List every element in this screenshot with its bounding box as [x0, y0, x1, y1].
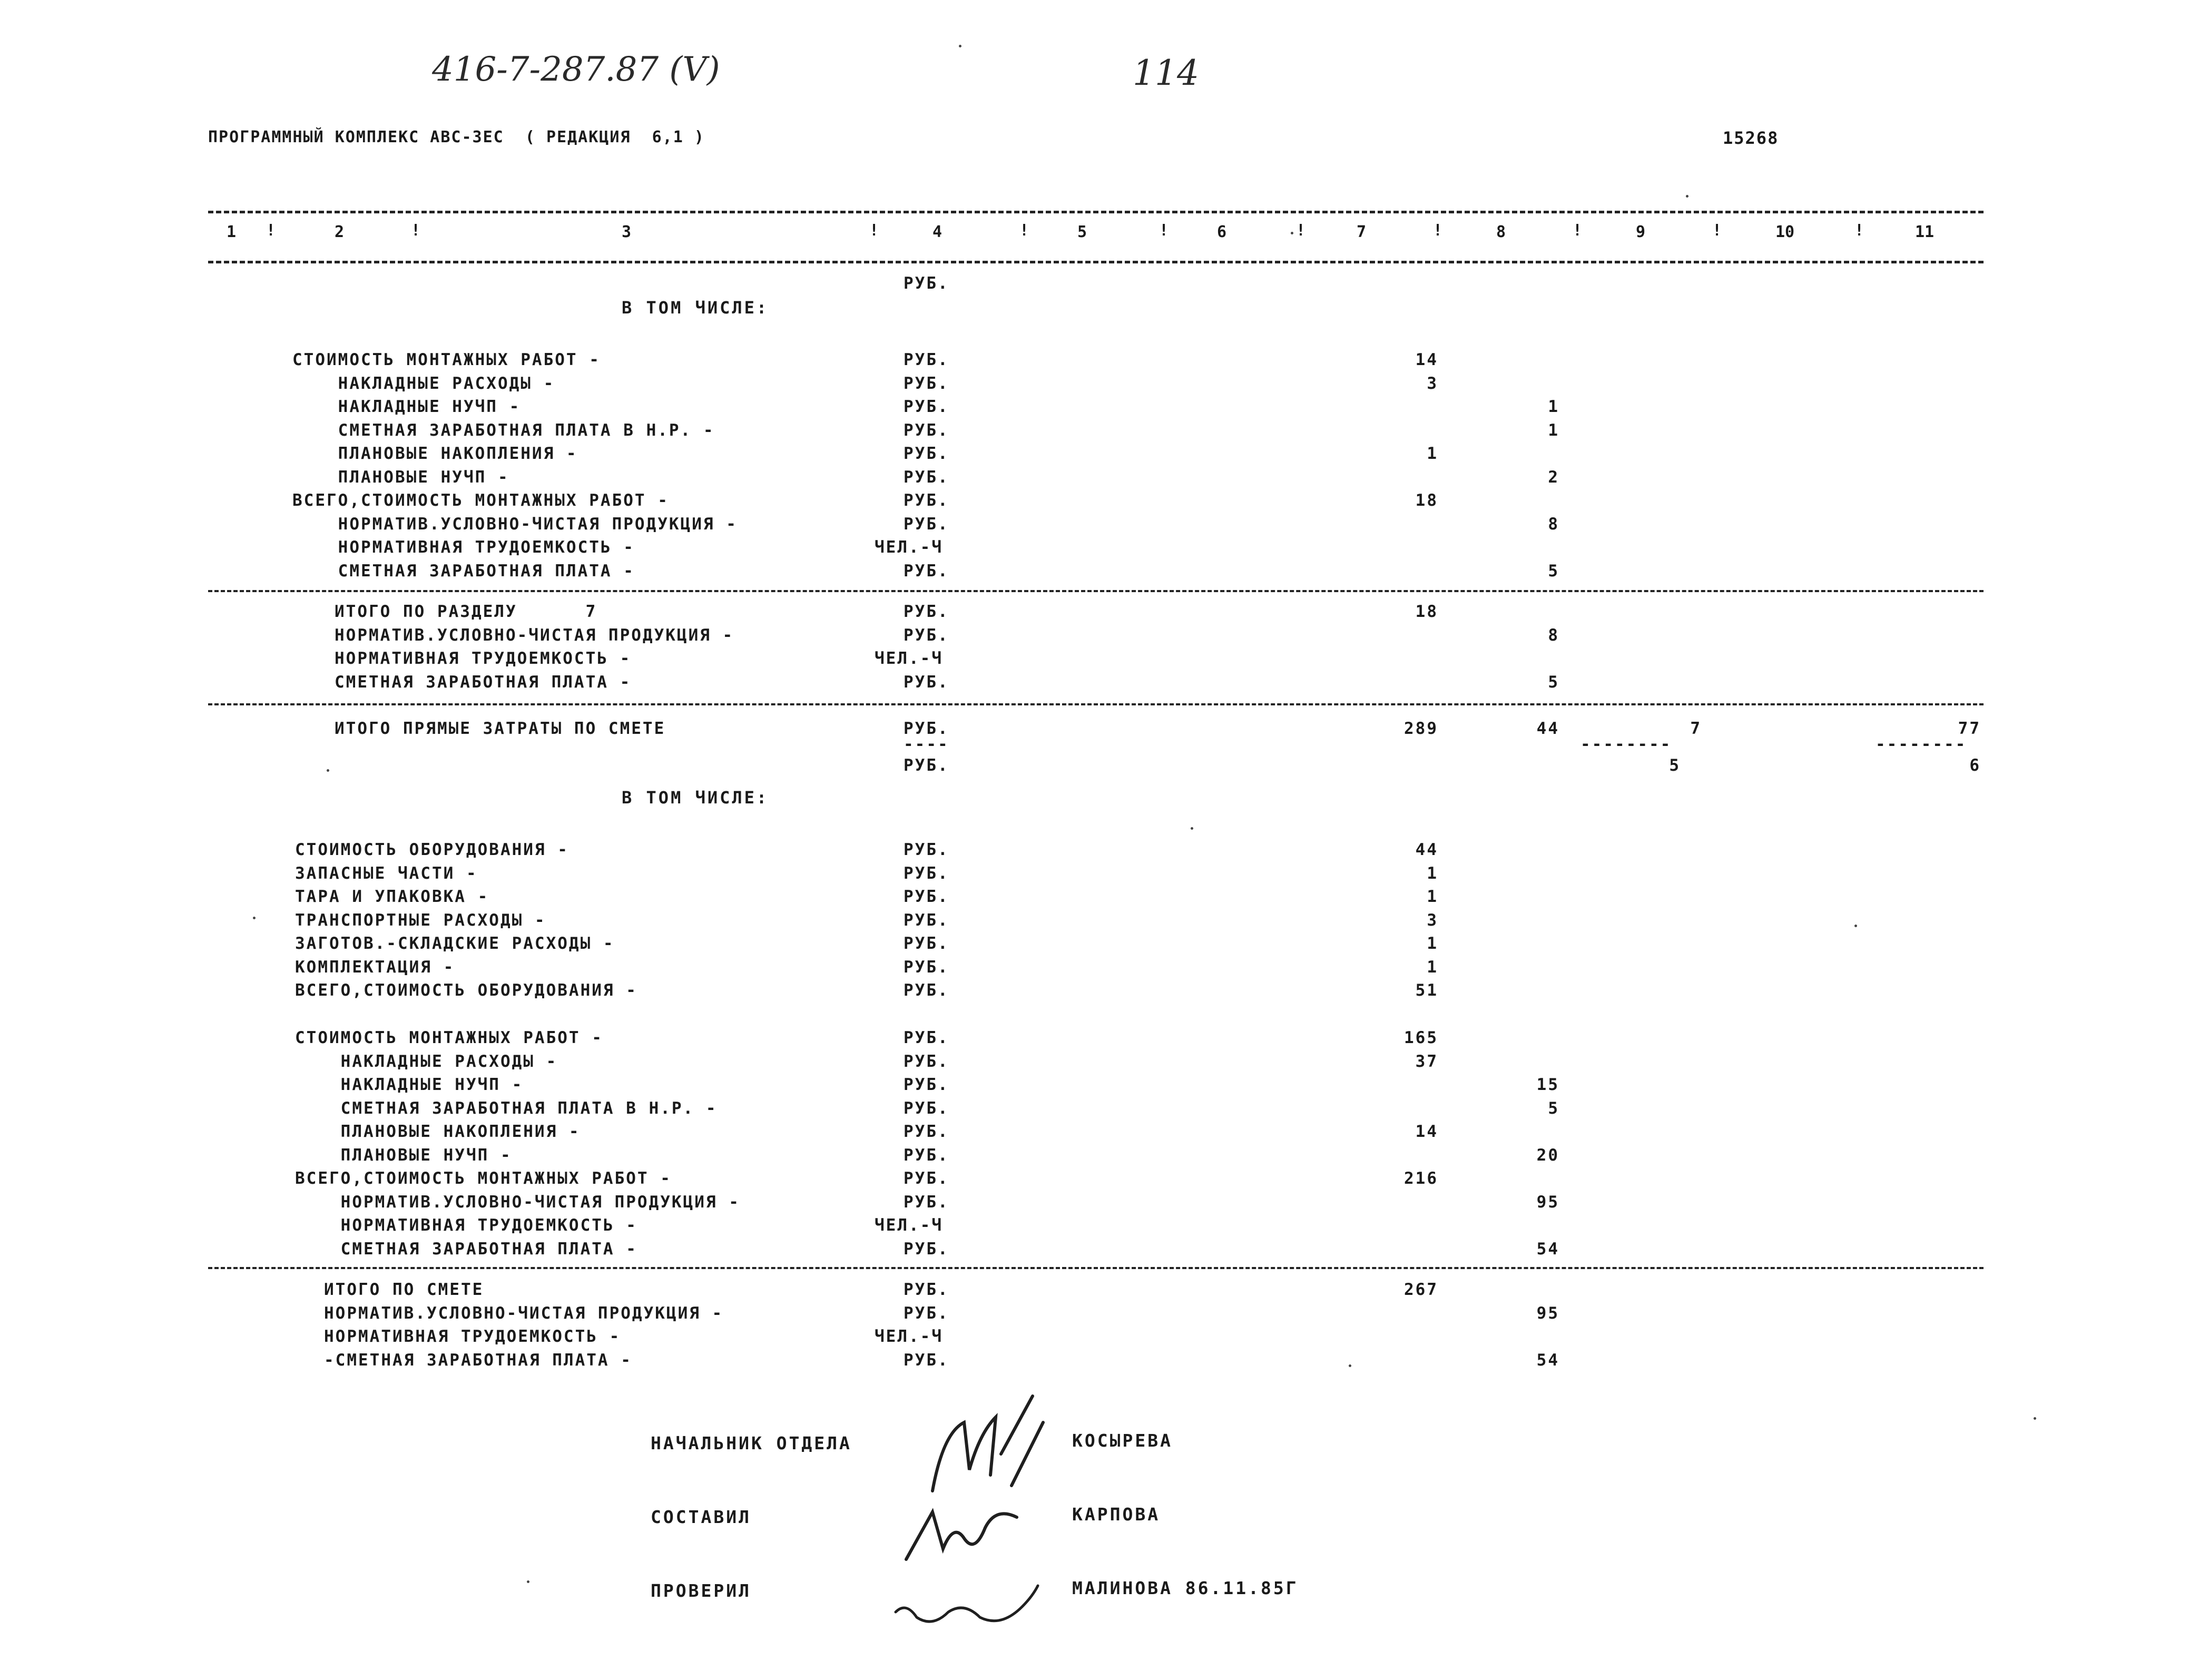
table-row [0, 840, 2209, 863]
cell-c7: 18 [1415, 602, 1438, 621]
scan-speck [959, 45, 961, 47]
cell-c7: 165 [1404, 1028, 1438, 1047]
cell-c7: 1 [1427, 863, 1438, 883]
table-row [0, 1304, 2209, 1327]
row-unit: ЧЕЛ.-Ч [875, 1327, 943, 1346]
row-label: НАКЛАДНЫЕ НУЧП - [295, 1075, 524, 1094]
unit-underline: ---- [904, 735, 949, 754]
column-separator: ! [869, 221, 879, 240]
row-unit: РУБ. [904, 672, 949, 692]
signature-name: КАРПОВА [1072, 1504, 1161, 1525]
cell-c7: 37 [1415, 1052, 1438, 1071]
row-unit: РУБ. [904, 420, 949, 440]
scan-speck [327, 769, 329, 772]
row-unit: РУБ. [904, 467, 949, 487]
row-unit: РУБ. [904, 1169, 949, 1188]
scan-speck [1854, 925, 1857, 927]
row-label: ПЛАНОВЫЕ НАКОПЛЕНИЯ - [295, 1122, 581, 1141]
column-header-number: 5 [1077, 223, 1087, 241]
table-row [0, 958, 2209, 981]
row-label: ИТОГО ПО СМЕТЕ [324, 1280, 484, 1299]
cell-c9: 7 [1690, 719, 1702, 738]
table-row [0, 538, 2209, 561]
scan-speck [1349, 1364, 1351, 1367]
row-label: НОРМАТИВНАЯ ТРУДОЕМКОСТЬ - [324, 1327, 621, 1346]
scan-speck [2034, 1417, 2036, 1420]
table-top-rule [208, 211, 1984, 213]
signature-name: КОСЫРЕВА [1072, 1430, 1173, 1451]
cell-c7: 1 [1427, 444, 1438, 463]
cell-c7: 1 [1427, 934, 1438, 953]
row-label: -СМЕТНАЯ ЗАРАБОТНАЯ ПЛАТА - [324, 1350, 632, 1370]
column-header-number: 6 [1217, 223, 1227, 241]
table-header-rule [208, 261, 1984, 263]
table-row [0, 421, 2209, 444]
table-row [0, 626, 2209, 649]
row-label: НОРМАТИВ.УСЛОВНО-ЧИСТАЯ ПРОДУКЦИЯ - [324, 1303, 724, 1323]
column-header-number: 4 [932, 223, 942, 241]
column-header-number: 3 [622, 223, 632, 241]
row-unit: РУБ. [904, 1350, 949, 1370]
table-row [0, 735, 2209, 775]
row-unit: РУБ. [904, 397, 949, 416]
row-unit: РУБ. [904, 934, 949, 953]
scan-speck [1291, 232, 1293, 234]
section-title: В ТОМ ЧИСЛЕ: [622, 788, 769, 808]
row-unit: РУБ. [904, 910, 949, 930]
doc-code: 416-7-287.87 (V) [432, 50, 720, 89]
section-rule [208, 703, 1984, 705]
row-label: НАКЛАДНЫЕ РАСХОДЫ - [295, 1052, 558, 1071]
row-unit: РУБ. [904, 491, 949, 510]
scan-speck [527, 1580, 529, 1583]
row-unit: РУБ. [904, 957, 949, 977]
cell-c8: 54 [1536, 1239, 1559, 1259]
scan-speck [253, 917, 256, 919]
table-row [0, 1169, 2209, 1192]
cell-c8: 8 [1548, 625, 1559, 645]
table-row [0, 1327, 2209, 1350]
cell-c8: 95 [1536, 1303, 1559, 1323]
c11-underline: -------- [1876, 735, 1967, 754]
table-row [0, 562, 2209, 585]
row-label: КОМПЛЕКТАЦИЯ - [295, 957, 455, 977]
row-label: ЗАПАСНЫЕ ЧАСТИ - [295, 863, 478, 883]
row-unit: РУБ. [904, 561, 949, 581]
table-row [0, 515, 2209, 538]
cell-c7: 1 [1427, 957, 1438, 977]
cell-c7: 44 [1415, 840, 1438, 859]
column-separator: ! [1573, 221, 1583, 240]
cell-c8: 1 [1548, 397, 1559, 416]
row-unit: РУБ. [904, 444, 949, 463]
table-row [0, 491, 2209, 514]
column-separator: ! [1159, 221, 1169, 240]
cell-c7: 289 [1404, 719, 1438, 738]
row-unit: РУБ. [904, 1122, 949, 1141]
scan-speck [1191, 827, 1193, 830]
row-label: НОРМАТИВНАЯ ТРУДОЕМКОСТЬ - [335, 649, 632, 668]
table-row [0, 1052, 2209, 1075]
row-unit: РУБ. [904, 1075, 949, 1094]
cell-c9: 5 [1669, 756, 1681, 775]
table-row [0, 1351, 2209, 1374]
column-separator: ! [411, 221, 421, 240]
table-row [0, 274, 2209, 297]
row-label: СМЕТНАЯ ЗАРАБОТНАЯ ПЛАТА В Н.Р. - [292, 420, 715, 440]
column-separator: ! [1019, 221, 1029, 240]
scan-speck [1686, 195, 1688, 198]
column-separator: ! [1296, 221, 1306, 240]
signature-1-drawing [932, 1396, 1043, 1491]
row-label: СТОИМОСТЬ ОБОРУДОВАНИЯ - [295, 840, 569, 859]
table-row [0, 864, 2209, 887]
row-unit: РУБ. [904, 840, 949, 859]
row-unit: РУБ. [904, 719, 949, 738]
table-row [0, 397, 2209, 420]
row-label: СМЕТНАЯ ЗАРАБОТНАЯ ПЛАТА - [335, 672, 632, 692]
column-header-number: 7 [1357, 223, 1367, 241]
cell-c8: 20 [1536, 1145, 1559, 1165]
cell-c7: 267 [1404, 1280, 1438, 1299]
cell-c8: 5 [1548, 561, 1559, 581]
row-label: ТРАНСПОРТНЫЕ РАСХОДЫ - [295, 910, 546, 930]
column-separator: ! [1433, 221, 1443, 240]
table-row [0, 1193, 2209, 1216]
cell-c7: 216 [1404, 1169, 1438, 1188]
row-unit: ЧЕЛ.-Ч [875, 649, 943, 668]
cell-c7: 51 [1415, 981, 1438, 1000]
cell-c8: 1 [1548, 420, 1559, 440]
row-label: НОРМАТИВ.УСЛОВНО-ЧИСТАЯ ПРОДУКЦИЯ - [292, 514, 738, 534]
cell-c7: 3 [1427, 374, 1438, 393]
column-header-number: 2 [335, 223, 345, 241]
table-row [0, 1216, 2209, 1239]
row-unit: РУБ. [904, 981, 949, 1000]
row-label: СТОИМОСТЬ МОНТАЖНЫХ РАБОТ - [295, 1028, 603, 1047]
cell-c7: 14 [1415, 1122, 1438, 1141]
table-row [0, 673, 2209, 696]
row-label: СМЕТНАЯ ЗАРАБОТНАЯ ПЛАТА - [292, 561, 635, 581]
table-row [0, 887, 2209, 910]
program-header: ПРОГРАММНЫЙ КОМПЛЕКС АВС-3ЕС ( РЕДАКЦИЯ 6,1 ) [208, 128, 705, 146]
row-unit: РУБ. [904, 1280, 949, 1299]
row-label: НОРМАТИВ.УСЛОВНО-ЧИСТАЯ ПРОДУКЦИЯ - [295, 1192, 740, 1212]
cell-c8: 95 [1536, 1192, 1559, 1212]
cell-c7: 3 [1427, 910, 1438, 930]
row-unit: РУБ. [904, 1303, 949, 1323]
cell-c8: 2 [1548, 467, 1559, 487]
row-unit: РУБ. [904, 374, 949, 393]
cell-c8: 15 [1536, 1075, 1559, 1094]
row-label: ЗАГОТОВ.-СКЛАДСКИЕ РАСХОДЫ - [295, 934, 615, 953]
row-label: ТАРА И УПАКОВКА - [295, 887, 489, 906]
table-row [0, 649, 2209, 672]
table-row [0, 602, 2209, 625]
table-row [0, 1240, 2209, 1263]
row-label: НОРМАТИВ.УСЛОВНО-ЧИСТАЯ ПРОДУКЦИЯ - [335, 625, 734, 645]
row-unit: РУБ. [904, 1028, 949, 1047]
table-row [0, 350, 2209, 374]
column-separator: ! [266, 221, 276, 240]
row-unit: РУБ. [904, 1145, 949, 1165]
row-unit: РУБ. [904, 602, 949, 621]
column-header-number: 11 [1915, 223, 1935, 241]
column-header-number: 1 [227, 223, 237, 241]
row-unit: РУБ. [904, 274, 949, 293]
row-unit: РУБ. [904, 1239, 949, 1259]
doc-number: 15268 [1723, 128, 1779, 148]
cell-c8: 5 [1548, 1098, 1559, 1118]
table-row [0, 911, 2209, 934]
page-number: 114 [1133, 53, 1199, 93]
row-unit: РУБ. [904, 625, 949, 645]
row-label: ВСЕГО,СТОИМОСТЬ МОНТАЖНЫХ РАБОТ - [292, 491, 669, 510]
row-label: ВСЕГО,СТОИМОСТЬ МОНТАЖНЫХ РАБОТ - [295, 1169, 672, 1188]
cell-c7: 18 [1415, 491, 1438, 510]
c9-underline: -------- [1580, 735, 1672, 754]
row-label: ИТОГО ПРЯМЫЕ ЗАТРАТЫ ПО СМЕТЕ [335, 719, 666, 738]
table-row [0, 1099, 2209, 1122]
row-label: СТОИМОСТЬ МОНТАЖНЫХ РАБОТ - [292, 350, 601, 369]
table-row [0, 981, 2209, 1004]
cell-c8: 5 [1548, 672, 1559, 692]
section-rule [208, 590, 1984, 592]
row-label: ПЛАНОВЫЕ НУЧП - [292, 467, 509, 487]
row-label: СМЕТНАЯ ЗАРАБОТНАЯ ПЛАТА В Н.Р. - [295, 1098, 718, 1118]
table-row [0, 1028, 2209, 1052]
cell-c11: 77 [1958, 719, 1981, 738]
signature-3-drawing [896, 1586, 1038, 1622]
row-unit: РУБ. [904, 1052, 949, 1071]
column-header-number: 8 [1496, 223, 1506, 241]
row-unit: РУБ. [904, 350, 949, 369]
column-header-number: 10 [1775, 223, 1795, 241]
section-rule [208, 1267, 1984, 1269]
signature-role: СОСТАВИЛ [651, 1507, 751, 1527]
row-label: ИТОГО ПО РАЗДЕЛУ 7 [335, 602, 597, 621]
row-unit: РУБ. [904, 756, 949, 775]
cell-c8: 44 [1536, 719, 1559, 738]
table-row [0, 934, 2209, 957]
row-label: ПЛАНОВЫЕ НУЧП - [295, 1145, 512, 1165]
signature-role: ПРОВЕРИЛ [651, 1580, 751, 1601]
signature-name: МАЛИНОВА 86.11.85Г [1072, 1578, 1299, 1598]
row-unit: РУБ. [904, 514, 949, 534]
signature-role: НАЧАЛЬНИК ОТДЕЛА [651, 1433, 852, 1453]
column-separator: ! [1712, 221, 1722, 240]
table-row [0, 468, 2209, 491]
row-label: ПЛАНОВЫЕ НАКОПЛЕНИЯ - [292, 444, 578, 463]
row-label: ВСЕГО,СТОИМОСТЬ ОБОРУДОВАНИЯ - [295, 981, 637, 1000]
cell-c8: 8 [1548, 514, 1559, 534]
row-label: НОРМАТИВНАЯ ТРУДОЕМКОСТЬ - [295, 1216, 637, 1235]
row-unit: РУБ. [904, 863, 949, 883]
section-title: В ТОМ ЧИСЛЕ: [622, 298, 769, 318]
table-row [0, 1280, 2209, 1303]
row-label: НАКЛАДНЫЕ НУЧП - [292, 397, 521, 416]
row-label: НАКЛАДНЫЕ РАСХОДЫ - [292, 374, 555, 393]
row-unit: ЧЕЛ.-Ч [875, 1216, 943, 1235]
row-label: НОРМАТИВНАЯ ТРУДОЕМКОСТЬ - [292, 538, 635, 557]
table-row [0, 1075, 2209, 1098]
cell-c8: 54 [1536, 1350, 1559, 1370]
row-unit: РУБ. [904, 1192, 949, 1212]
table-row [0, 1146, 2209, 1169]
cell-c11: 6 [1969, 756, 1981, 775]
table-row [0, 374, 2209, 397]
row-unit: РУБ. [904, 1098, 949, 1118]
column-separator: ! [1854, 221, 1864, 240]
table-row [0, 444, 2209, 467]
table-row [0, 1122, 2209, 1145]
cell-c7: 1 [1427, 887, 1438, 906]
signature-2-drawing [906, 1512, 1017, 1559]
row-unit: РУБ. [904, 887, 949, 906]
column-header-number: 9 [1636, 223, 1646, 241]
row-unit: ЧЕЛ.-Ч [875, 538, 943, 557]
cell-c7: 14 [1415, 350, 1438, 369]
row-label: СМЕТНАЯ ЗАРАБОТНАЯ ПЛАТА - [295, 1239, 637, 1259]
